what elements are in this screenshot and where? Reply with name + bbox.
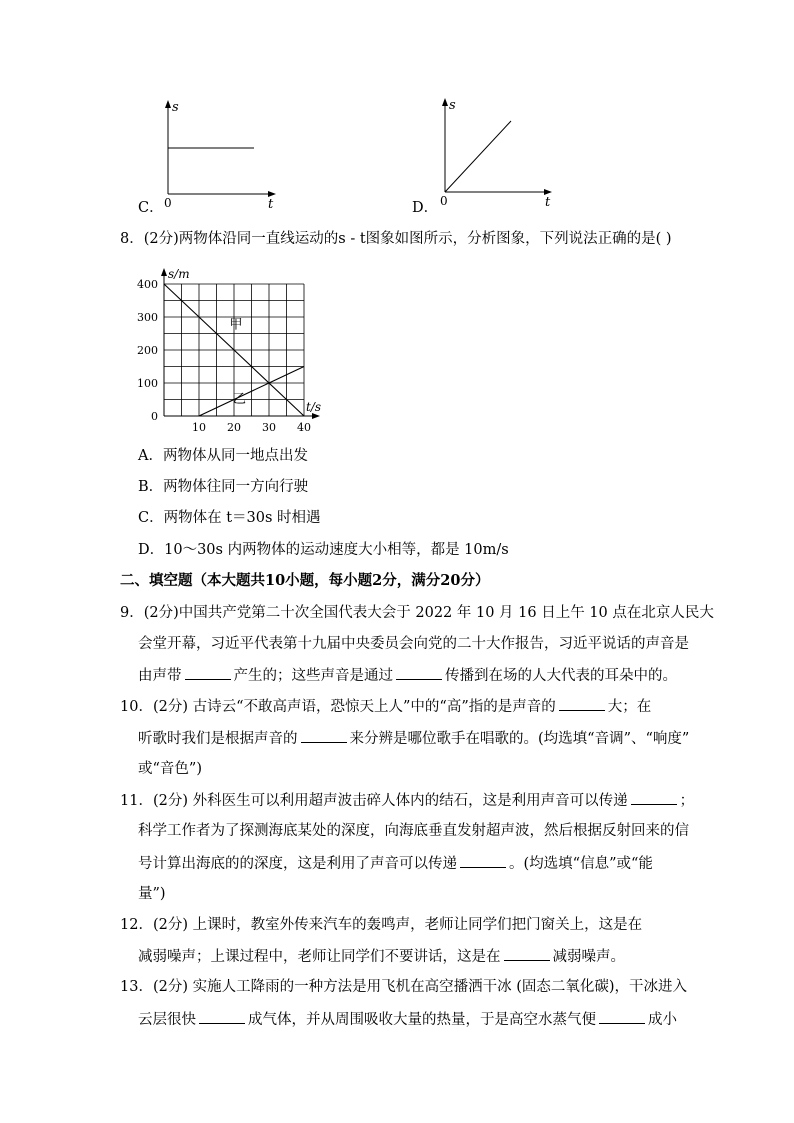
q10-line1-part2: 大；在 [607, 699, 652, 715]
q11-blank-2[interactable] [460, 853, 506, 868]
q8-stem: 8．(2分)两物体沿同一直线运动的s - t图象如图所示，分析图象，下列说法正确的是( ) [120, 231, 672, 247]
q9-line3-part2: 产生的；这些声音是通过 [233, 668, 393, 684]
q11-line2: 科学工作者为了探测海底某处的深度，向海底垂直发射超声波，然后根据反射回来的信 [138, 823, 689, 839]
graph-d-y-label: s [449, 98, 456, 113]
st-chart [130, 256, 340, 436]
graph-c-y-label: s [172, 100, 179, 115]
q13-line2-part1: 云层很快 [138, 1012, 196, 1028]
graph-c [130, 96, 290, 216]
q13-blank-2[interactable] [599, 1009, 645, 1024]
y-tick-label: 300 [137, 311, 158, 324]
q8-option-b: B．两物体往同一方向行驶 [138, 479, 309, 495]
q11-blank-1[interactable] [631, 790, 677, 805]
q9-blank-1[interactable] [185, 665, 231, 680]
q11-line1 [120, 790, 694, 811]
q11-line1-part2: ； [679, 793, 695, 809]
q8-option-c: C．两物体在 t＝30s 时相遇 [138, 510, 321, 526]
graph-c-origin: 0 [164, 196, 172, 210]
q8-option-a: A．两物体从同一地点出发 [138, 448, 308, 464]
y-axis-arrow [161, 268, 167, 276]
q10-line2-part2: 来分辨是哪位歌手在唱歌的。(均选填“音调”、“响度” [349, 731, 690, 747]
graph-c-option-label: C． [138, 200, 164, 216]
y-axis-label: s/m [168, 267, 190, 281]
graph-c-svg [130, 96, 290, 216]
graph-d [408, 96, 568, 216]
q13-line2 [138, 1009, 677, 1030]
q12-line2-part1: 减弱噪声；上课过程中，老师让同学们不要讲话，这是在 [138, 949, 501, 965]
x-tick-label: 40 [297, 421, 311, 434]
graph-c-x-label: t [268, 197, 274, 212]
graph-d-origin: 0 [440, 194, 448, 208]
q9-line1: 9．(2分)中国共产党第二十次全国代表大会于 2022 年 10 月 16 日上午 10 点在北京人民大 [120, 605, 714, 621]
q10-line1 [120, 696, 651, 717]
q12-line2-part2: 减弱噪声。 [552, 949, 625, 965]
q13-line1: 13．(2分) 实施人工降雨的一种方法是用飞机在高空播洒干冰 (固态二氧化碳)，干冰进入 [120, 979, 688, 995]
series-label: 甲 [229, 317, 243, 333]
q12-line1: 12．(2分) 上课时，教室外传来汽车的轰鸣声，老师让同学们把门窗关上，这是在 [120, 917, 643, 933]
x-tick-label: 30 [262, 421, 276, 434]
q12-line2 [138, 946, 625, 967]
q13-line2-part3: 成小 [648, 1012, 677, 1028]
chart-labels [168, 267, 321, 414]
q9-line3-part1: 由声带 [138, 668, 182, 684]
graph-d-diagonal-line [445, 121, 511, 192]
section-title: 二、填空题（本大题共10小题，每小题2分，满分20分） [120, 572, 490, 589]
x-tick-label: 10 [192, 421, 206, 434]
q11-line4: 量”) [138, 886, 166, 902]
q11-line3-part1: 号计算出海底的的深度，这是利用了声音可以传递 [138, 856, 457, 872]
series-label: 乙 [233, 391, 247, 407]
q13-line2-part2: 成气体，并从周围吸收大量的热量，于是高空水蒸气便 [248, 1012, 596, 1028]
q11-line1-part1: 11．(2分) 外科医生可以利用超声波击碎人体内的结石，这是利用声音可以传递 [120, 793, 628, 809]
q9-blank-2[interactable] [396, 665, 442, 680]
q12-blank-1[interactable] [504, 946, 550, 961]
q10-line2-part1: 听歌时我们是根据声音的 [138, 731, 298, 747]
graph-d-svg [408, 96, 568, 216]
q10-blank-2[interactable] [301, 728, 347, 743]
q11-line3-part2: 。(均选填“信息”或“能 [509, 856, 653, 872]
q10-line3: 或“音色”) [138, 761, 202, 777]
x-axis-label: t/s [306, 400, 322, 414]
x-tick-label: 20 [227, 421, 241, 434]
q10-line2 [138, 728, 689, 749]
q8-option-d: D．10～30s 内两物体的运动速度大小相等，都是 10m/s [138, 542, 509, 558]
y-tick-label: 200 [137, 344, 158, 357]
graph-d-x-label: t [545, 195, 551, 210]
chart-ticks [137, 278, 311, 434]
q10-blank-1[interactable] [559, 696, 605, 711]
graph-d-option-label: D． [412, 200, 439, 216]
q13-blank-1[interactable] [199, 1009, 245, 1024]
q10-line1-part1: 10．(2分) 古诗云“不敢高声语，恐惊天上人”中的“高”指的是声音的 [120, 699, 556, 715]
q11-line3 [138, 853, 653, 874]
y-tick-label: 0 [151, 410, 158, 423]
y-tick-label: 100 [137, 377, 158, 390]
q9-line3 [138, 665, 677, 686]
q9-line2: 会堂开幕，习近平代表第十九届中央委员会向党的二十大作报告，习近平说话的声音是 [138, 636, 689, 652]
graph-c-y-arrow [165, 100, 171, 108]
y-tick-label: 400 [137, 278, 158, 291]
q9-line3-part3: 传播到在场的人大代表的耳朵中的。 [445, 668, 677, 684]
graph-d-y-arrow [442, 98, 448, 106]
